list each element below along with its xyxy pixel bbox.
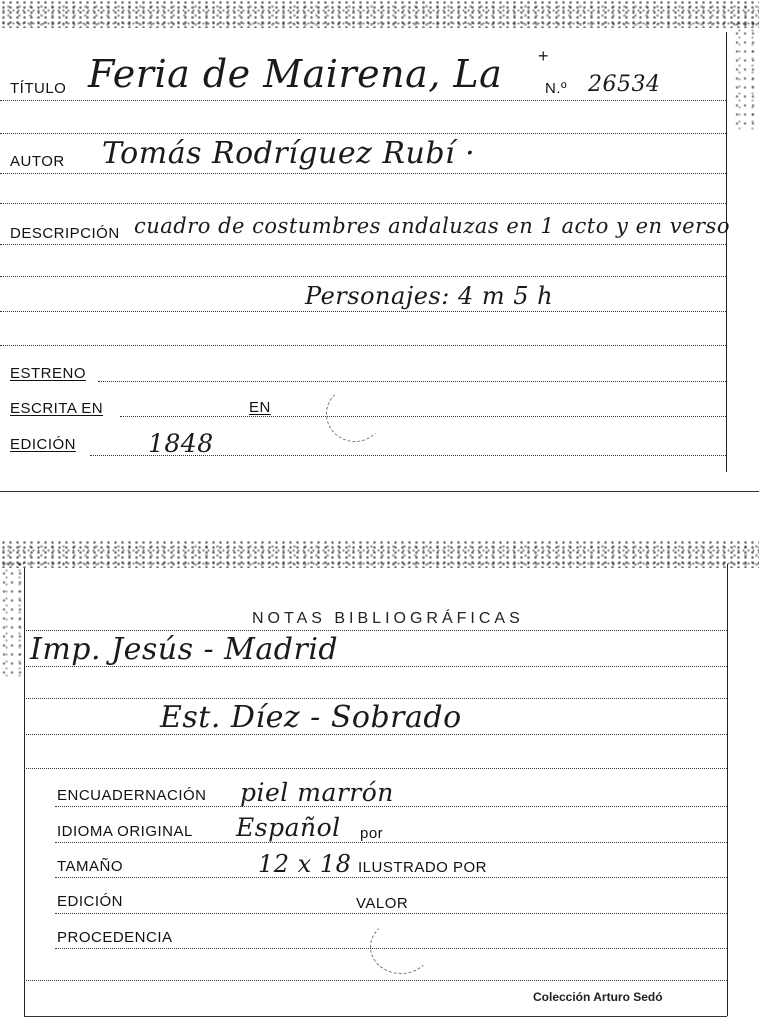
valor-label: VALOR	[356, 895, 409, 912]
ruled-line	[0, 276, 726, 277]
edicion-rule	[90, 455, 726, 456]
estreno-rule	[98, 381, 726, 382]
numero-value: 26534	[588, 72, 661, 97]
encuadernacion-label: ENCUADERNACIÓN	[57, 787, 207, 804]
card-right-border	[726, 32, 727, 472]
notas-heading: NOTAS BIBLIOGRÁFICAS	[252, 610, 524, 627]
card-edge-speckle	[733, 20, 759, 130]
card-edge-speckle	[0, 0, 759, 28]
edicion-back-rule	[55, 913, 727, 914]
idioma-por-label: por	[360, 825, 384, 842]
collection-footer: Colección Arturo Sedó	[533, 990, 663, 1004]
heading-rule	[24, 630, 727, 631]
edicion-value: 1848	[148, 429, 214, 458]
escrita-en-rule	[120, 416, 726, 417]
ruled-line	[0, 311, 726, 312]
ilustrado-por-label: ILUSTRADO POR	[358, 859, 488, 876]
ruled-line	[24, 698, 727, 699]
card-right-border	[727, 564, 728, 1016]
ruled-line	[0, 345, 726, 346]
ruled-line	[0, 133, 726, 134]
idioma-value: Español	[236, 813, 341, 842]
card-bottom-border	[0, 491, 759, 492]
punch-hole	[370, 920, 432, 974]
card-left-border	[24, 568, 25, 1016]
catalog-card-back	[0, 540, 759, 1028]
descripcion-rule	[0, 244, 726, 245]
titulo-label: TÍTULO	[10, 80, 67, 97]
escrita-en-label: ESCRITA EN	[10, 400, 104, 417]
descripcion-label: DESCRIPCIÓN	[10, 225, 120, 242]
autor-value: Tomás Rodríguez Rubí ·	[102, 136, 476, 171]
ruled-line	[0, 203, 726, 204]
edicion-back-label: EDICIÓN	[57, 893, 124, 910]
plus-mark-icon: +	[538, 46, 549, 66]
edicion-label: EDICIÓN	[10, 436, 77, 453]
tamano-rule	[55, 877, 727, 878]
ruled-line	[24, 666, 727, 667]
catalog-card-front	[0, 0, 759, 492]
estreno-label: ESTRENO	[10, 365, 87, 382]
note-line-2: Est. Díez - Sobrado	[160, 700, 462, 735]
tamano-label: TAMAÑO	[57, 858, 124, 875]
ruled-line	[24, 980, 727, 981]
titulo-value: Feria de Mairena, La	[88, 52, 503, 96]
escrita-en-lugar-label: EN	[249, 399, 271, 416]
descripcion-value: cuadro de costumbres andaluzas en 1 acto y en verso	[134, 214, 730, 238]
numero-label: N.º	[545, 80, 567, 97]
idioma-rule	[55, 842, 727, 843]
ruled-line	[24, 734, 727, 735]
autor-rule	[0, 173, 726, 174]
card-edge-speckle	[0, 540, 759, 568]
procedencia-label: PROCEDENCIA	[57, 929, 173, 946]
encuadernacion-rule	[55, 806, 727, 807]
idioma-label: IDIOMA ORIGINAL	[57, 823, 193, 840]
punch-hole	[326, 386, 384, 442]
note-line-1: Imp. Jesús - Madrid	[30, 632, 339, 667]
titulo-rule	[0, 100, 726, 101]
personajes-value: Personajes: 4 m 5 h	[305, 282, 554, 310]
ruled-line	[24, 768, 727, 769]
encuadernacion-value: piel marrón	[240, 778, 394, 807]
card-edge-speckle	[0, 560, 26, 680]
card-bottom-border	[24, 1016, 727, 1017]
autor-label: AUTOR	[10, 153, 65, 170]
tamano-value: 12 x 18	[258, 850, 352, 878]
